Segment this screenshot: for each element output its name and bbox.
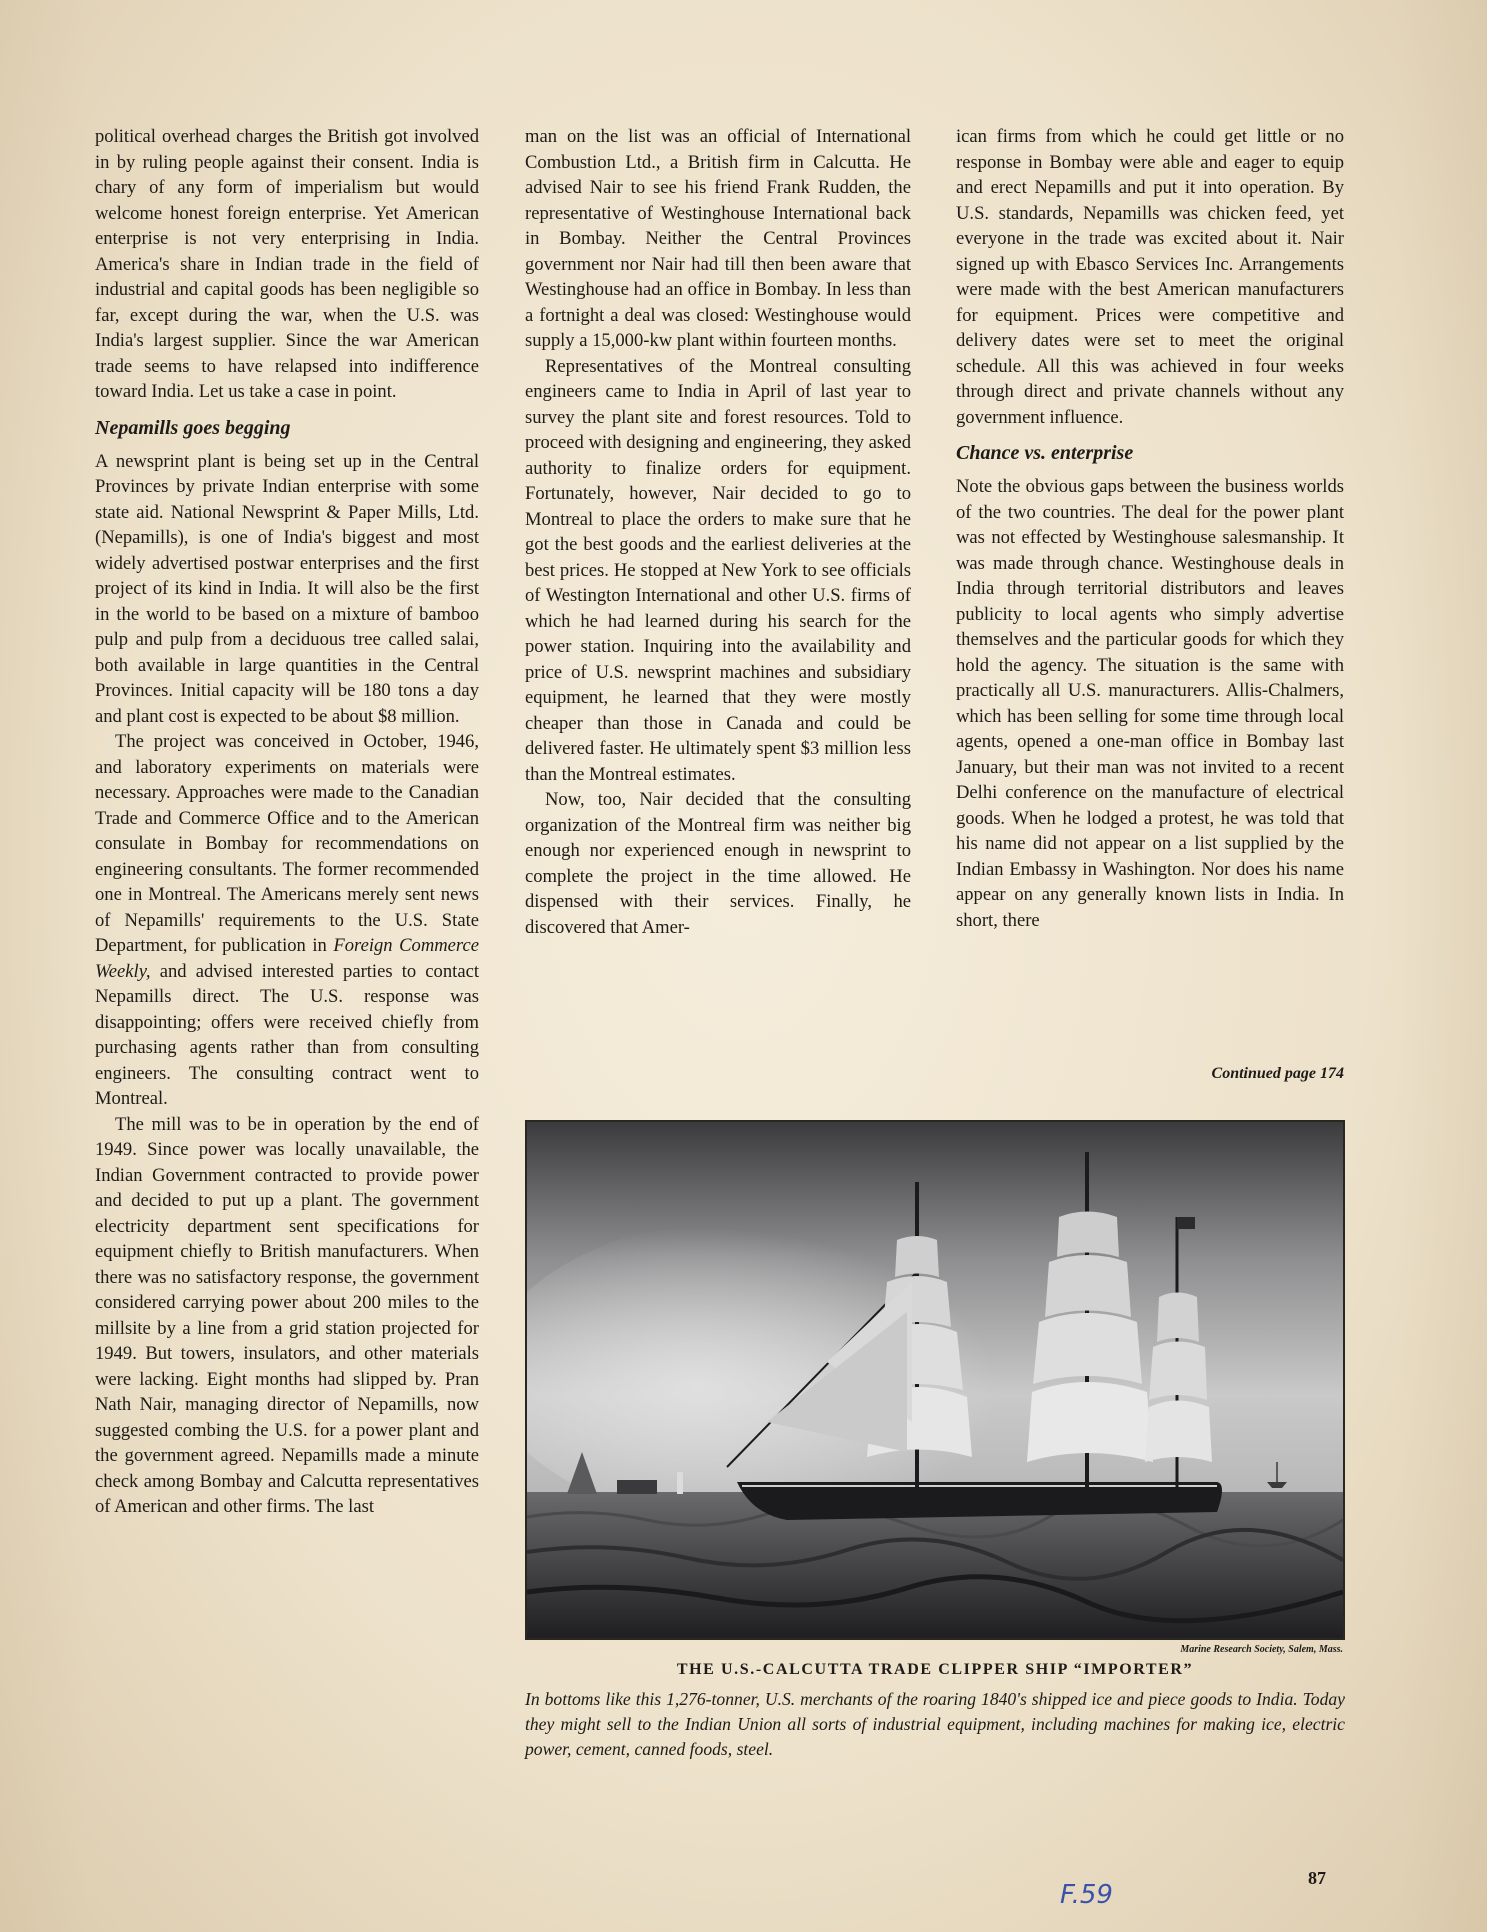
ship-illustration bbox=[527, 1122, 1343, 1638]
paragraph: Note the obvious gaps between the business worlds of the two countries. The deal for the power plant was not effected by Westinghouse salesmanship. It was made through chance. Westinghouse deals in India through territorial distributors and leaves publicity to local agents who simply advertise themselves and the particular goods for which they hold the agency. The situation is the same with practically all U.S. manuracturers. Allis-Chalmers, which has been selling for some time through local agents, opened a one-man office in Bombay last January, but their man was not invited to a recent Delhi conference on the manufacture of electrical goods. When he lodged a protest, he was told that his name did not appear on a list supplied by the Indian Embassy in Washington. Nor does his name appear on any generally known lists in India. In short, there bbox=[956, 476, 1344, 931]
paragraph-text: The project was conceived in October, 1946, and laboratory experiments on materials were necessary. Approaches were made to the Canadian Trade and Commerce Office and to the American consulate in Bombay for recommendations on engineering consultants. The former recommended one in Montreal. The Americans merely sent news of Nepamills' requirements to the U.S. State Department, for publication in bbox=[95, 731, 479, 956]
clipper-ship-image bbox=[525, 1120, 1345, 1640]
figure bbox=[525, 1120, 1345, 1762]
paragraph: ican firms from which he could get little or no response in Bombay were able and eager to equip and erect Nepamills and put it into operation. By U.S. standards, Nepamills was chicken feed, yet everyone in the trade was excited about it. Nair signed up with Ebasco Services Inc. Arrangements were made with the best American manufacturers for equipment. Prices were competitive and delivery dates were set to meet the original schedule. All this was achieved in four weeks through direct and private channels without any government influence. bbox=[956, 126, 1344, 428]
paragraph: A newsprint plant is being set up in the Central Provinces by private Indian enterprise with some state aid. National Newsprint & Paper Mills, Ltd. (Nepamills), is one of India's biggest and most widely advertised postwar enterprises and the first project of its kind in India. It will also be the first in the world to be based on a mixture of bamboo pulp and pulp from a deciduous tree called salai, both available in large quantities in the Central Provinces. Initial capacity will be 180 tons a day and plant cost is expected to be about $8 million. bbox=[95, 450, 479, 727]
page-number: 87 bbox=[1308, 1868, 1326, 1888]
photo-credit: Marine Research Society, Salem, Mass. bbox=[1180, 1644, 1343, 1655]
paragraph: The mill was to be in operation by the end of 1949. Since power was locally unavailable, the Indian Government contracted to provide power and decided to put up a plant. The government electricity department sent specifications for equipment chiefly to British manufacturers. When there was no satisfactory response, the government considered carrying power about 200 miles to the millsite by a line from a grid station projected for 1949. But towers, insulators, and other materials were lacking. Eight months had slipped by. Pran Nath Nair, managing director of Nepamills, now suggested combing the U.S. for a power plant and the government agreed. Nepamills made a minute check among Bombay and Calcutta representatives of American and other firms. The last bbox=[95, 1113, 479, 1517]
caption-body: In bottoms like this 1,276-tonner, U.S. merchants of the roaring 1840's shipped ice and piece goods to India. Today they might sell to the Indian Union all sorts of industrial equipment, including machines for making ice, electric power, cement, canned foods, steel. bbox=[525, 1689, 1345, 1759]
paragraph: political overhead charges the British got involved in by ruling people against their consent. India is chary of any form of imperialism but would welcome honest foreign enterprise. Yet American enterprise is not very enterprising in India. America's share in Indian trade in the field of industrial and capital goods has been negligible so far, except during the war, when the U.S. was India's largest supplier. Since the war American trade seems to have relapsed into indifference toward India. Let us take a case in point. bbox=[95, 126, 479, 402]
paragraph-text: and advised interested parties to contact Nepamills direct. The U.S. response was disappointing; offers were received chiefly from purchasing agents rather than from consulting engineers. The consulting contract went to Montreal. bbox=[95, 960, 479, 1109]
section-heading-nepamills: Nepamills goes begging bbox=[95, 416, 291, 439]
article-column-1 bbox=[95, 124, 479, 1520]
article-column-3 bbox=[956, 124, 1344, 933]
paragraph: man on the list was an official of International Combustion Ltd., a British firm in Calcutta. He advised Nair to see his friend Frank Rudden, the representative of Westinghouse International back in Bombay. Neither the Central Provinces government nor Nair had till then been aware that Westinghouse had an office in Bombay. In less than a fortnight a deal was closed: Westinghouse would supply a 15,000-kw plant within fourteen months. bbox=[525, 126, 911, 351]
article-column-2 bbox=[525, 124, 911, 940]
paragraph: Representatives of the Montreal consulting engineers came to India in April of last year to survey the plant site and forest resources. Told to proceed with designing and engineering, they asked authority to finalize orders for equipment. Fortunately, however, Nair decided to go to Montreal to place the orders to make sure that he got the best goods and the earliest deliveries at the best prices. He stopped at New York to see officials of Westington International and other U.S. firms of which he had learned during his search for the power station. Inquiring into the availability and price of U.S. newsprint machines and subsidiary equipment, he learned that they were mostly cheaper than those in Canada and could be delivered faster. He ultimately spent $3 million less than the Montreal estimates. bbox=[525, 355, 911, 785]
handwritten-note: F.59 bbox=[1060, 1880, 1113, 1910]
paragraph bbox=[95, 729, 479, 1112]
caption-title: THE U.S.-CALCUTTA TRADE CLIPPER SHIP “IMPORTER” bbox=[676, 1661, 1194, 1678]
paragraph: Now, too, Nair decided that the consulting organization of the Montreal firm was neither big enough nor experienced enough in newsprint to complete the project in the time allowed. He dispensed with their services. Finally, he discovered that Amer- bbox=[525, 789, 911, 938]
continued-note: Continued page 174 bbox=[1211, 1065, 1344, 1082]
section-heading-chance: Chance vs. enterprise bbox=[956, 442, 1134, 464]
publication-title: Foreign Commerce Weekly, bbox=[95, 935, 479, 982]
